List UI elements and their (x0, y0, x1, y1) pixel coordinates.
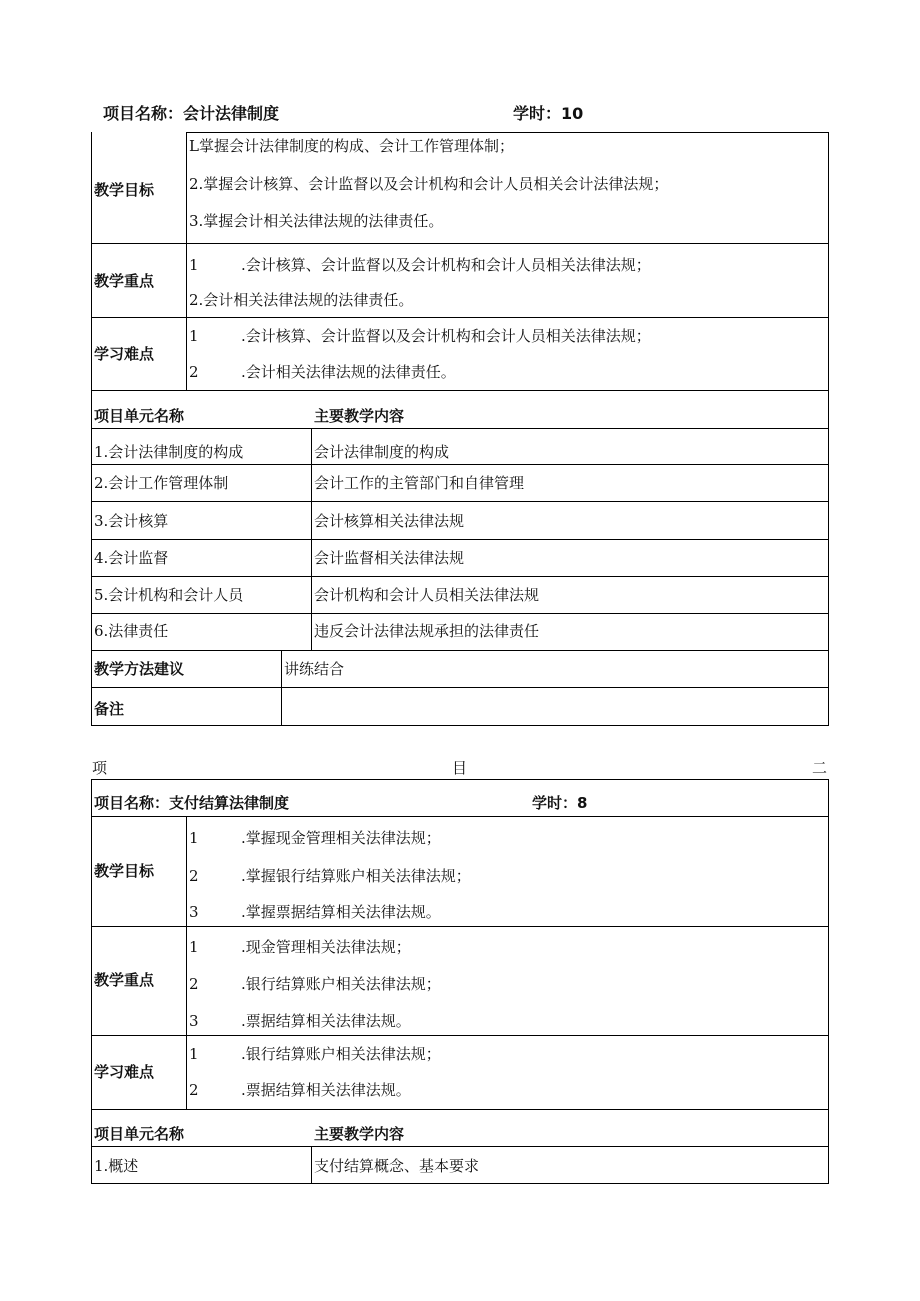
project2-difficulty-num: 1 (189, 1045, 199, 1063)
project2-key-num: 1 (189, 938, 199, 956)
project2-unit-content: 支付结算概念、基本要求 (314, 1157, 480, 1175)
project1-unit-content: 违反会计法律法规承担的法律责任 (314, 622, 540, 640)
project1-key-item: .会计核算、会计监督以及会计机构和会计人员相关法律法规； (241, 256, 651, 274)
project2-key-num: 3 (189, 1012, 199, 1030)
project1-name-label: 项目名称：会计法律制度 (103, 104, 280, 123)
project2-key-label: 教学重点 (94, 971, 155, 989)
project2-difficulty-num: 2 (189, 1081, 199, 1099)
project1-goal-item: L掌握会计法律制度的构成、会计工作管理体制； (189, 137, 514, 155)
project2-goal-num: 1 (189, 829, 199, 847)
project1-unit-content: 会计工作的主管部门和自律管理 (314, 474, 525, 492)
project2-goal-num: 2 (189, 867, 199, 885)
project1-unit-name: 1.会计法律制度的构成 (94, 443, 244, 461)
project1-hours-label: 学时：10 (513, 104, 584, 123)
project1-remark-label: 备注 (94, 700, 125, 718)
project1-unit-content: 会计机构和会计人员相关法律法规 (314, 586, 540, 604)
project1-difficulty-item: .会计相关法律法规的法律责任。 (241, 363, 456, 381)
project1-unit-name: 2.会计工作管理体制 (94, 474, 229, 492)
project1-unit-name: 5.会计机构和会计人员 (94, 586, 244, 604)
project2-unit-name: 1.概述 (94, 1157, 139, 1175)
project2-key-item: .票据结算相关法律法规。 (241, 1012, 411, 1030)
project2-key-item: .银行结算账户相关法律法规； (241, 975, 441, 993)
project1-unit-header: 项目单元名称 (94, 407, 185, 425)
separator-left: 项 (92, 759, 108, 777)
project1-difficulty-num: 2 (189, 363, 199, 381)
project1-method-label: 教学方法建议 (94, 660, 185, 678)
project2-difficulty-item: .银行结算账户相关法律法规； (241, 1045, 441, 1063)
project1-content-header: 主要教学内容 (314, 407, 405, 425)
separator-middle: 目 (452, 759, 468, 777)
project2-goal-item: .掌握票据结算相关法律法规。 (241, 903, 441, 921)
separator-right: 二 (812, 759, 828, 777)
project1-key-label: 教学重点 (94, 272, 155, 290)
project1-unit-name: 4.会计监督 (94, 549, 169, 567)
project2-difficulty-item: .票据结算相关法律法规。 (241, 1081, 411, 1099)
project2-content-header: 主要教学内容 (314, 1125, 405, 1143)
project1-goal-item: 2.掌握会计核算、会计监督以及会计机构和会计人员相关会计法律法规； (189, 175, 669, 193)
project1-unit-content: 会计法律制度的构成 (314, 443, 450, 461)
project2-difficulty-label: 学习难点 (94, 1063, 155, 1081)
project1-goal-item: 3.掌握会计相关法律法规的法律责任。 (189, 212, 444, 230)
project1-goals-label: 教学目标 (94, 181, 155, 199)
project1-unit-content: 会计监督相关法律法规 (314, 549, 465, 567)
project1-difficulty-item: .会计核算、会计监督以及会计机构和会计人员相关法律法规； (241, 327, 651, 345)
project1-unit-name: 3.会计核算 (94, 512, 169, 530)
project1-method-value: 讲练结合 (284, 660, 345, 678)
project2-name-label: 项目名称：支付结算法律制度 (94, 794, 290, 812)
project2-key-item: .现金管理相关法律法规； (241, 938, 411, 956)
project1-difficulty-num: 1 (189, 327, 199, 345)
project2-goals-label: 教学目标 (94, 862, 155, 880)
project2-goal-item: .掌握现金管理相关法律法规； (241, 829, 441, 847)
project1-key-item: 2.会计相关法律法规的法律责任。 (189, 291, 414, 309)
project2-unit-header: 项目单元名称 (94, 1125, 185, 1143)
project1-difficulty-label: 学习难点 (94, 345, 155, 363)
project1-unit-name: 6.法律责任 (94, 622, 169, 640)
project1-unit-content: 会计核算相关法律法规 (314, 512, 465, 530)
project2-goal-num: 3 (189, 903, 199, 921)
project2-key-num: 2 (189, 975, 199, 993)
project2-hours-label: 学时：8 (532, 794, 588, 812)
project2-goal-item: .掌握银行结算账户相关法律法规； (241, 867, 471, 885)
project1-key-num: 1 (189, 256, 199, 274)
